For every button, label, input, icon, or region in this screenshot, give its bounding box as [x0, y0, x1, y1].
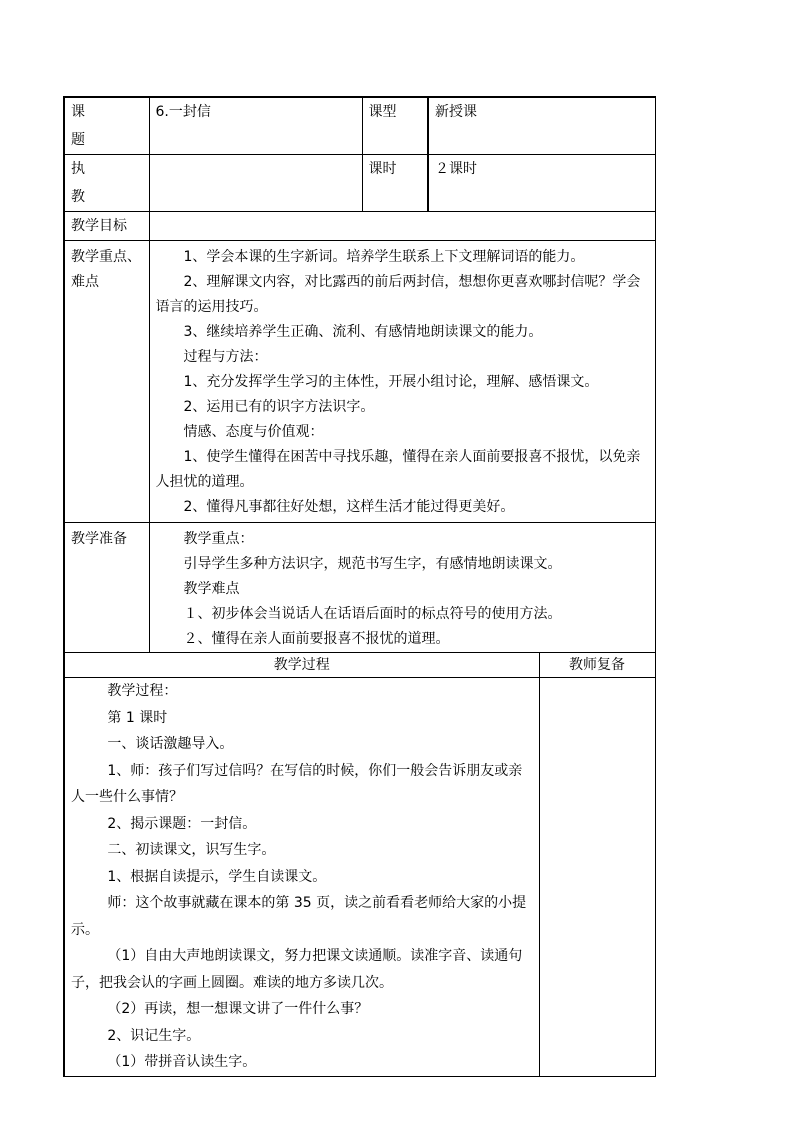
process-paragraph: 第 1 课时 [107, 709, 168, 726]
preparation-content [149, 523, 655, 653]
process-paragraph: 2、揭示课题：一封信。 [107, 815, 257, 832]
process-paragraph: （2）再读，想一想课文讲了一件什么事？ [107, 1001, 369, 1017]
process-content [64, 678, 539, 1077]
process-paragraph: 1、师：孩子们写过信吗？在写信的时候，你们一般会告诉朋友或亲人一些什么事情？ [71, 762, 523, 805]
process-row [64, 678, 655, 1077]
topic-value: 6.一封信 [149, 97, 362, 155]
preparation-row [64, 523, 655, 653]
key-points-paragraph: 1、学会本课的生字新词。培养学生联系上下文理解词语的能力。 [183, 249, 585, 265]
preparation-paragraph: 引导学生多种方法识字，规范书写生字，有感情地朗读课文。 [183, 556, 562, 572]
key-points-paragraph: 情感、态度与价值观： [183, 424, 324, 440]
preparation-label: 教学准备 [64, 523, 149, 653]
key-points-label [64, 241, 149, 523]
key-points-row [64, 241, 655, 523]
review-header: 教师复备 [539, 653, 655, 678]
process-paragraph: 一、谈话激趣导入。 [107, 736, 234, 752]
type-label: 课型 [362, 97, 428, 155]
goals-value [149, 212, 655, 241]
topic-label: 课 题 [64, 97, 149, 155]
topic-row [64, 97, 655, 155]
preparation-paragraph: １、初步体会当说话人在话语后面时的标点符号的使用方法。 [183, 606, 562, 622]
lesson-plan-table [63, 96, 656, 1077]
key-points-content [149, 241, 655, 523]
process-paragraph: 1、根据自读提示，学生自读课文。 [107, 868, 327, 885]
process-header: 教学过程 [64, 653, 539, 678]
key-points-paragraph: 1、充分发挥学生学习的主体性，开展小组讨论，理解、感悟课文。 [183, 374, 599, 390]
hours-label: 课时 [362, 155, 428, 212]
preparation-paragraph: 教学重点： [183, 531, 254, 547]
type-value: 新授课 [428, 97, 655, 155]
preparation-paragraph: 教学难点 [183, 581, 240, 597]
process-paragraph: 师：这个故事就藏在课本的第 35 页，读之前看看老师给大家的小提示。 [71, 895, 527, 938]
teacher-label: 执 教 [64, 155, 149, 212]
key-points-paragraph: 2、懂得凡事都往好处想，这样生活才能过得更美好。 [183, 499, 515, 515]
key-points-label-line2: 难点 [71, 274, 99, 290]
goals-row [64, 212, 655, 241]
process-paragraph: （1）自由大声地朗读课文，努力把课文读通顺。读准字音、读通句子，把我会认的字画上圆圈。难读的地方多读几次。 [71, 948, 523, 991]
teacher-value [149, 155, 362, 212]
key-points-paragraph: 1、使学生懂得在困苦中寻找乐趣，懂得在亲人面前要报喜不报忧，以免亲人担忧的道理。 [155, 449, 641, 490]
teacher-row [64, 155, 655, 212]
key-points-paragraph: 过程与方法： [183, 349, 268, 365]
process-paragraph: 2、识记生字。 [107, 1027, 201, 1044]
review-content [539, 678, 655, 1077]
process-header-row [64, 653, 655, 678]
process-paragraph: （1）带拼音认读生字。 [107, 1054, 257, 1070]
key-points-label-line1: 教学重点、 [71, 249, 141, 265]
process-paragraph: 教学过程： [107, 683, 178, 699]
goals-label: 教学目标 [64, 212, 149, 241]
key-points-paragraph: 2、运用已有的识字方法识字。 [183, 399, 375, 415]
lesson-plan-document [63, 96, 654, 1077]
process-paragraph: 二、初读课文，识写生字。 [107, 842, 276, 858]
key-points-paragraph: 3、继续培养学生正确、流利、有感情地朗读课文的能力。 [183, 324, 543, 340]
key-points-paragraph: 2、理解课文内容，对比露西的前后两封信，想想你更喜欢哪封信呢？学会语言的运用技巧。 [155, 274, 641, 315]
preparation-paragraph: ２、懂得在亲人面前要报喜不报忧的道理。 [183, 631, 450, 647]
hours-value: ２课时 [428, 155, 655, 212]
